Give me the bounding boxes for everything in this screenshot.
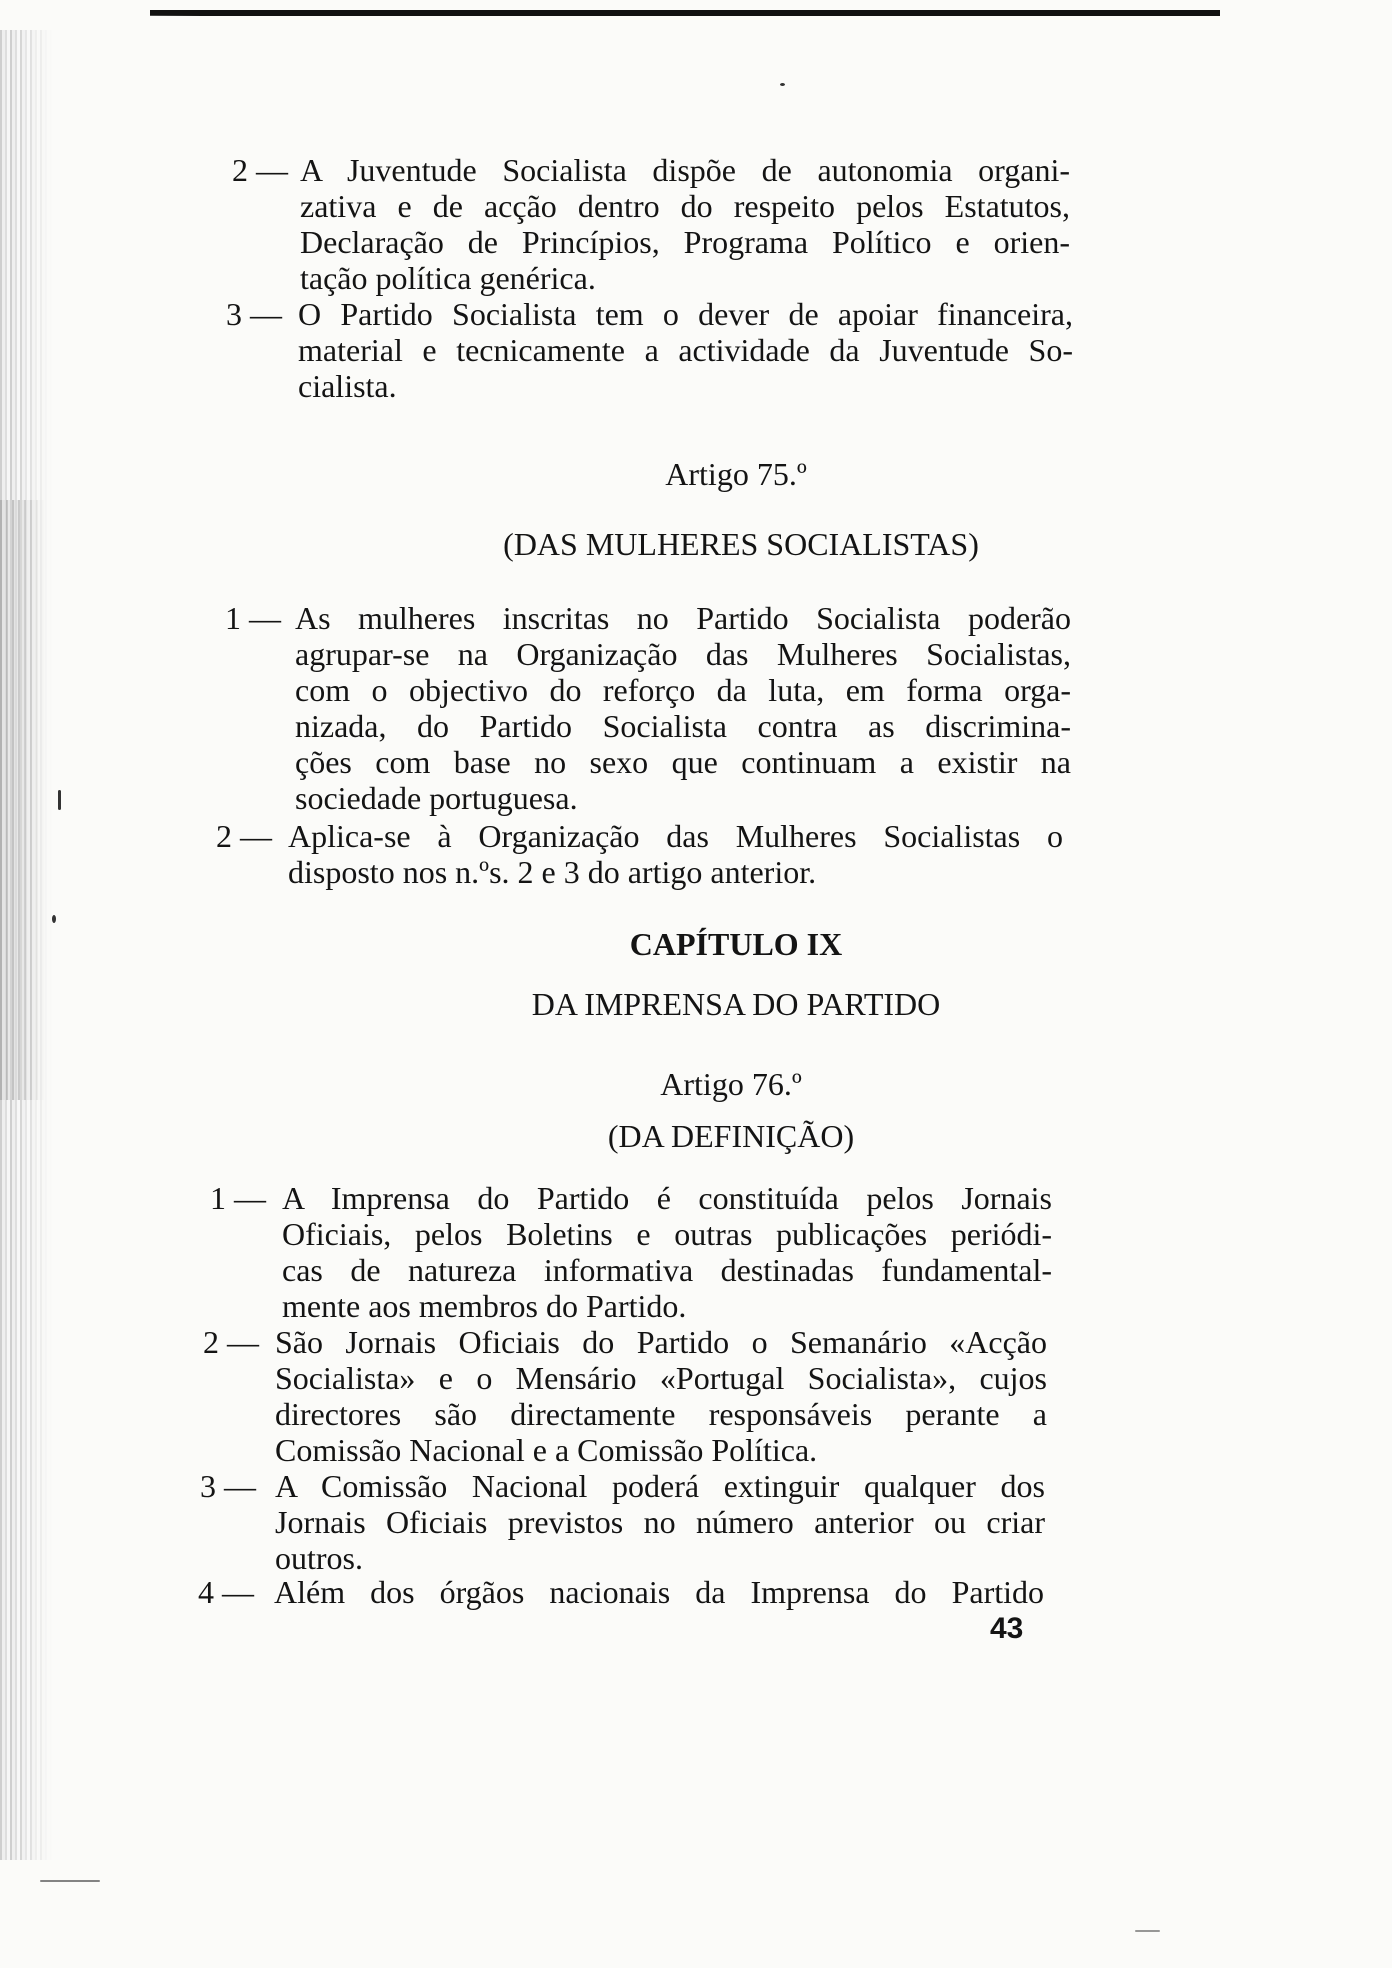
text-line: com o objectivo do reforço da luta, em forma orga- — [295, 672, 1071, 708]
text-line: directores são directamente responsáveis perante a — [275, 1396, 1047, 1432]
item-number: 2 — — [216, 818, 272, 854]
chapter-heading: CAPÍTULO IX — [629, 926, 843, 962]
text-line: Socialista» e o Mensário «Portugal Socialista», cujos — [275, 1360, 1047, 1396]
scan-speck — [1135, 1930, 1160, 1932]
item-number: 2 — — [203, 1324, 259, 1360]
text-line: disposto nos n.ºs. 2 e 3 do artigo anterior. — [288, 854, 817, 890]
text-line: Oficiais, pelos Boletins e outras publicações periódi- — [282, 1216, 1052, 1252]
item-text — [295, 600, 1071, 816]
text-line: Aplica-se à Organização das Mulheres Socialistas o — [288, 818, 1063, 854]
chapter-title: DA IMPRENSA DO PARTIDO — [531, 986, 941, 1022]
item-number: 2 — — [232, 152, 288, 188]
text-line: cas de natureza informativa destinadas fundamental- — [282, 1252, 1052, 1288]
scan-speck — [52, 915, 56, 923]
item-text — [274, 1574, 1044, 1610]
item-text — [288, 818, 1063, 890]
text-line: agrupar-se na Organização das Mulheres Socialistas, — [295, 636, 1071, 672]
item-text — [300, 152, 1070, 296]
scan-speck — [780, 83, 785, 86]
text-line: A Imprensa do Partido é constituída pelos Jornais — [282, 1180, 1052, 1216]
text-line: zativa e de acção dentro do respeito pelos Estatutos, — [300, 188, 1070, 224]
scan-speck — [58, 790, 61, 810]
item-text — [298, 296, 1073, 404]
text-line: ções com base no sexo que continuam a existir na — [295, 744, 1071, 780]
text-line: cialista. — [298, 368, 397, 404]
item-number: 3 — — [200, 1468, 256, 1504]
item-number: 1 — — [210, 1180, 266, 1216]
item-number: 1 — — [225, 600, 281, 636]
text-line: A Comissão Nacional poderá extinguir qualquer dos — [275, 1468, 1045, 1504]
page-number: 43 — [990, 1612, 1024, 1645]
item-text — [282, 1180, 1052, 1324]
text-line: material e tecnicamente a actividade da Juventude So- — [298, 332, 1073, 368]
item-text — [275, 1468, 1045, 1576]
text-line: As mulheres inscritas no Partido Socialista poderão — [295, 600, 1071, 636]
text-line: mente aos membros do Partido. — [282, 1288, 687, 1324]
article-76-heading: Artigo 76.º — [660, 1066, 802, 1102]
text-line: nizada, do Partido Socialista contra as discrimina- — [295, 708, 1071, 744]
text-line: Declaração de Princípios, Programa Político e orien- — [300, 224, 1070, 260]
text-line: São Jornais Oficiais do Partido o Semanário «Acção — [275, 1324, 1047, 1360]
scan-edge-shadow — [150, 10, 1220, 48]
item-number: 4 — — [198, 1574, 254, 1610]
text-line: outros. — [275, 1540, 363, 1576]
article-75-title: (DAS MULHERES SOCIALISTAS) — [503, 526, 979, 562]
scan-speck — [40, 1880, 100, 1882]
text-line: O Partido Socialista tem o dever de apoiar financeira, — [298, 296, 1073, 332]
article-75-heading: Artigo 75.º — [665, 456, 807, 492]
text-line: A Juventude Socialista dispõe de autonomia organi- — [300, 152, 1070, 188]
item-text — [275, 1324, 1047, 1468]
text-line: tação política genérica. — [300, 260, 596, 296]
text-line: sociedade portuguesa. — [295, 780, 578, 816]
text-line: Comissão Nacional e a Comissão Política. — [275, 1432, 818, 1468]
article-76-title: (DA DEFINIÇÃO) — [607, 1118, 855, 1154]
text-line: Além dos órgãos nacionais da Imprensa do Partido — [274, 1574, 1044, 1610]
item-number: 3 — — [226, 296, 282, 332]
text-line: Jornais Oficiais previstos no número anterior ou criar — [275, 1504, 1045, 1540]
